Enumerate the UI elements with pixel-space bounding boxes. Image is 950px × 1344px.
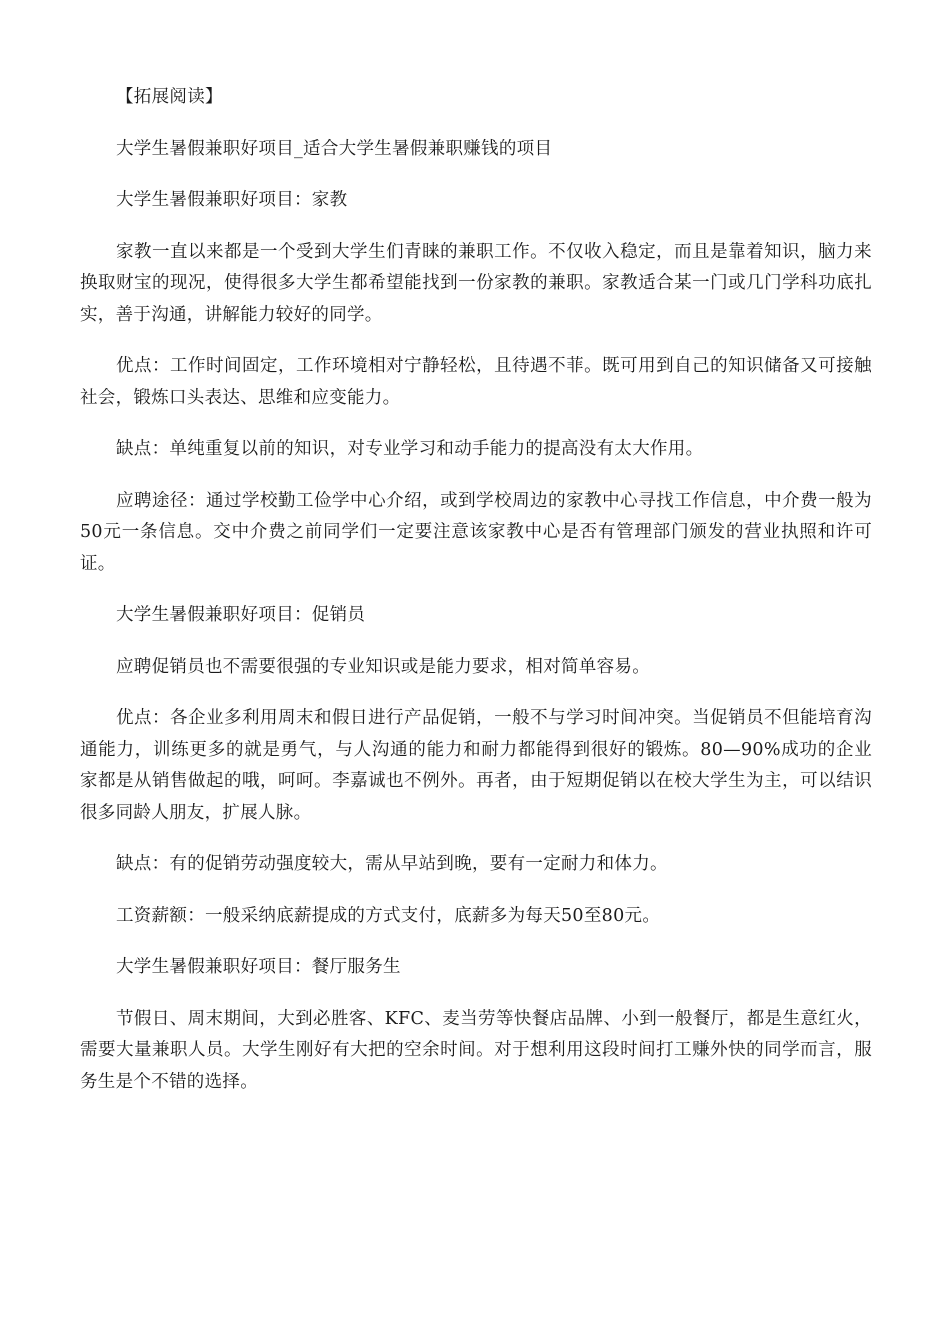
paragraph-tutor-intro: 家教一直以来都是一个受到大学生们青睐的兼职工作。不仅收入稳定，而且是靠着知识，脑力来换取财宝的现况，使得很多大学生都希望能找到一份家教的兼职。家教适合某一门或几门学科功底扎实，善于沟通，讲解能力较好的同学。 — [80, 241, 872, 325]
paragraph-promoter-salary: 工资薪额：一般采纳底薪提成的方式支付，底薪多为每天50至80元。 — [116, 905, 661, 926]
paragraph-tutor-channels: 应聘途径：通过学校勤工俭学中心介绍，或到学校周边的家教中心寻找工作信息，中介费一般为50元一条信息。交中介费之前同学们一定要注意该家教中心是否有管理部门颁发的营业执照和许可证。 — [80, 490, 872, 574]
paragraph-promoter-pros: 优点：各企业多利用周末和假日进行产品促销，一般不与学习时间冲突。当促销员不但能培育沟通能力，训练更多的就是勇气，与人沟通的能力和耐力都能得到很好的锻炼。80—90%成功的企业家都是从销售做起的哦，呵呵。李嘉诚也不例外。再者，由于短期促销以在校大学生为主，可以结识很多同龄人朋友，扩展人脉。 — [80, 708, 872, 823]
paragraph-waiter-intro: 节假日、周末期间，大到必胜客、KFC、麦当劳等快餐店品牌、小到一般餐厅，都是生意红火，需要大量兼职人员。大学生刚好有大把的空余时间。对于想利用这段时间打工赚外快的同学而言，服务生是个不错的选择。 — [80, 1008, 872, 1092]
document-body — [80, 82, 872, 1118]
subheading-waiter: 大学生暑假兼职好项目：餐厅服务生 — [116, 957, 401, 977]
paragraph-promoter-intro: 应聘促销员也不需要很强的专业知识或是能力要求，相对简单容易。 — [116, 656, 650, 677]
subheading-promoter: 大学生暑假兼职好项目：促销员 — [116, 605, 366, 625]
paragraph-tutor-cons: 缺点：单纯重复以前的知识，对专业学习和动手能力的提高没有太大作用。 — [116, 439, 704, 459]
section-heading-extended-reading: 【拓展阅读】 — [116, 87, 223, 107]
paragraph-promoter-cons: 缺点：有的促销劳动强度较大，需从早站到晚，要有一定耐力和体力。 — [116, 854, 668, 874]
paragraph-tutor-pros: 优点：工作时间固定，工作环境相对宁静轻松，且待遇不菲。既可用到自己的知识储备又可接触社会，锻炼口头表达、思维和应变能力。 — [80, 356, 872, 408]
subheading-tutor: 大学生暑假兼职好项目：家教 — [116, 190, 348, 210]
article-title: 大学生暑假兼职好项目_适合大学生暑假兼职赚钱的项目 — [116, 138, 553, 159]
